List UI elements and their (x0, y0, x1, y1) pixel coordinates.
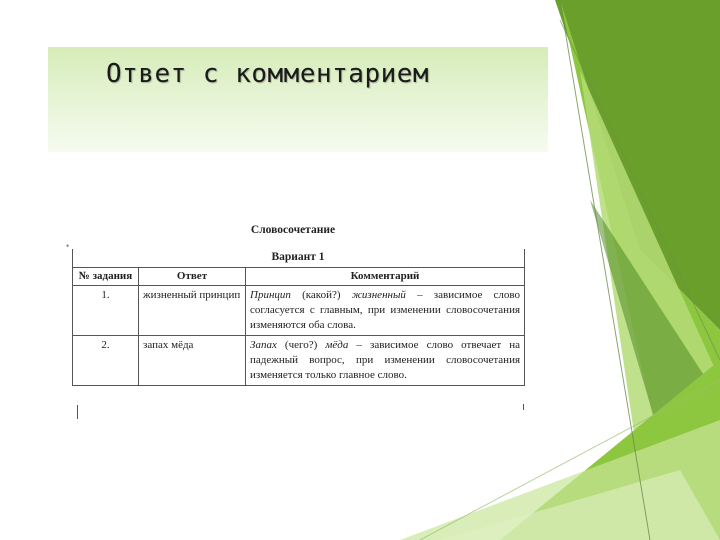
row-number: 1. (73, 286, 139, 336)
slide-title: Ответ с комментарием (106, 59, 430, 89)
comment-dependent-word: мёда (325, 339, 349, 351)
comment-explanation: – зависимое слово отвечает на падежный вопрос, при изменении словосочетания изменяется только главное слово. (250, 339, 521, 381)
answer-table-wrap (72, 249, 524, 386)
header-answer: Ответ (139, 268, 246, 286)
variant-heading: Вариант 1 (271, 251, 325, 263)
table-tick-right (523, 404, 524, 410)
table-row (73, 286, 525, 336)
comment-main-word: Запах (250, 339, 277, 351)
comment-question: (чего?) (276, 339, 326, 351)
table-row (73, 336, 525, 386)
title-band (48, 47, 548, 152)
header-comment: Комментарий (246, 268, 525, 286)
answer-table (72, 249, 525, 386)
row-answer: жизненный принцип (139, 286, 246, 336)
scanned-document (66, 218, 536, 423)
document-heading: Словосочетание (250, 224, 336, 236)
margin-mark: • (66, 241, 70, 251)
row-comment (246, 336, 525, 386)
comment-main-word: Принцип (250, 289, 291, 301)
row-number: 2. (73, 336, 139, 386)
comment-explanation: – зависимое слово согласуется с главным, при изменении словосочетания изменяются оба слова. (250, 289, 521, 331)
row-answer: запах мёда (139, 336, 246, 386)
comment-question: (какой?) (290, 289, 352, 301)
header-task-number: № задания (73, 268, 139, 286)
row-comment (246, 286, 525, 336)
table-spacer-row (73, 249, 525, 268)
table-header-row (73, 268, 525, 286)
comment-dependent-word: жизненный (351, 289, 406, 301)
table-tick-left (77, 405, 78, 419)
